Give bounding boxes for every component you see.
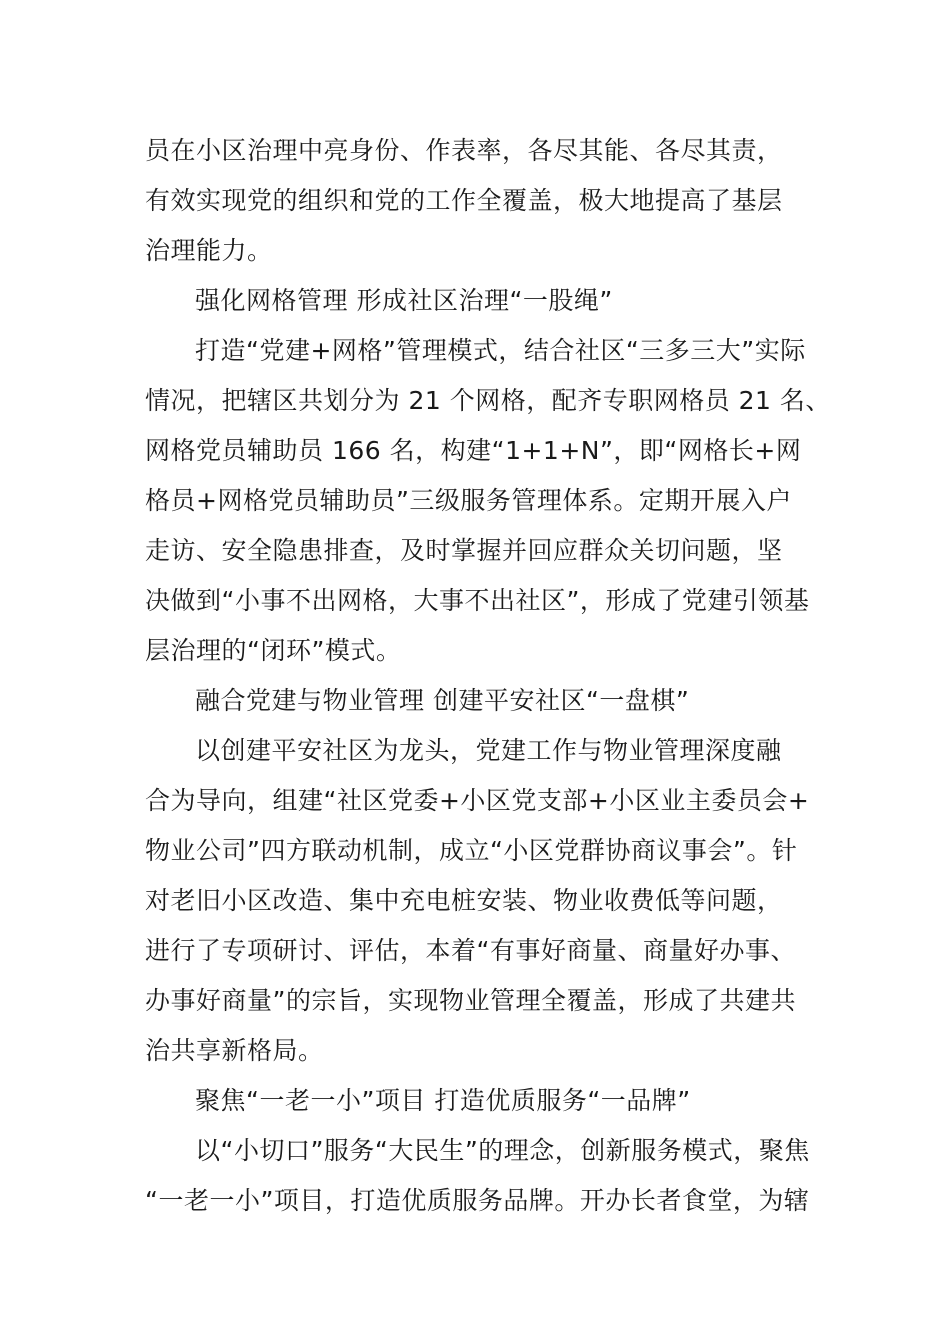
text-line: 对老旧小区改造、集中充电桩安装、物业收费低等问题，: [145, 886, 783, 915]
text-line: 以“小切口”服务“大民生”的理念，创新服务模式，聚焦: [195, 1136, 810, 1165]
text-line: 进行了专项研讨、评估，本着“有事好商量、商量好办事、: [145, 936, 796, 965]
text-line: 格员+网格党员辅助员”三级服务管理体系。定期开展入户: [145, 486, 792, 515]
text-line: 走访、安全隐患排查，及时掌握并回应群众关切问题，坚: [145, 536, 783, 565]
text-line: 以创建平安社区为龙头，党建工作与物业管理深度融: [195, 736, 782, 765]
section-heading: 聚焦“一老一小”项目 打造优质服务“一品牌”: [195, 1086, 691, 1115]
text-line: 物业公司”四方联动机制，成立“小区党群协商议事会”。针: [145, 836, 798, 865]
text-line: 治理能力。: [145, 236, 273, 265]
text-line: 决做到“小事不出网格，大事不出社区”，形成了党建引领基: [145, 586, 810, 615]
text-line: 情况，把辖区共划分为 21 个网格，配齐专职网格员 21 名、: [145, 386, 831, 415]
text-line: 员在小区治理中亮身份、作表率，各尽其能、各尽其责，: [145, 136, 783, 165]
text-line: 打造“党建+网格”管理模式，结合社区“三多三大”实际: [195, 336, 806, 365]
text-line: 层治理的“闭环”模式。: [145, 636, 402, 665]
text-line: 办事好商量”的宗旨，实现物业管理全覆盖，形成了共建共: [145, 986, 796, 1015]
text-line: “一老一小”项目，打造优质服务品牌。开办长者食堂，为辖: [145, 1186, 810, 1215]
text-line: 有效实现党的组织和党的工作全覆盖，极大地提高了基层: [145, 186, 783, 215]
section-heading: 融合党建与物业管理 创建平安社区“一盘棋”: [195, 686, 690, 715]
text-line: 合为导向，组建“社区党委+小区党支部+小区业主委员会+: [145, 786, 810, 815]
text-line: 治共享新格局。: [145, 1036, 324, 1065]
section-heading: 强化网格管理 形成社区治理“一股绳”: [195, 286, 613, 315]
text-line: 网格党员辅助员 166 名，构建“1+1+N”，即“网格长+网: [145, 436, 802, 465]
